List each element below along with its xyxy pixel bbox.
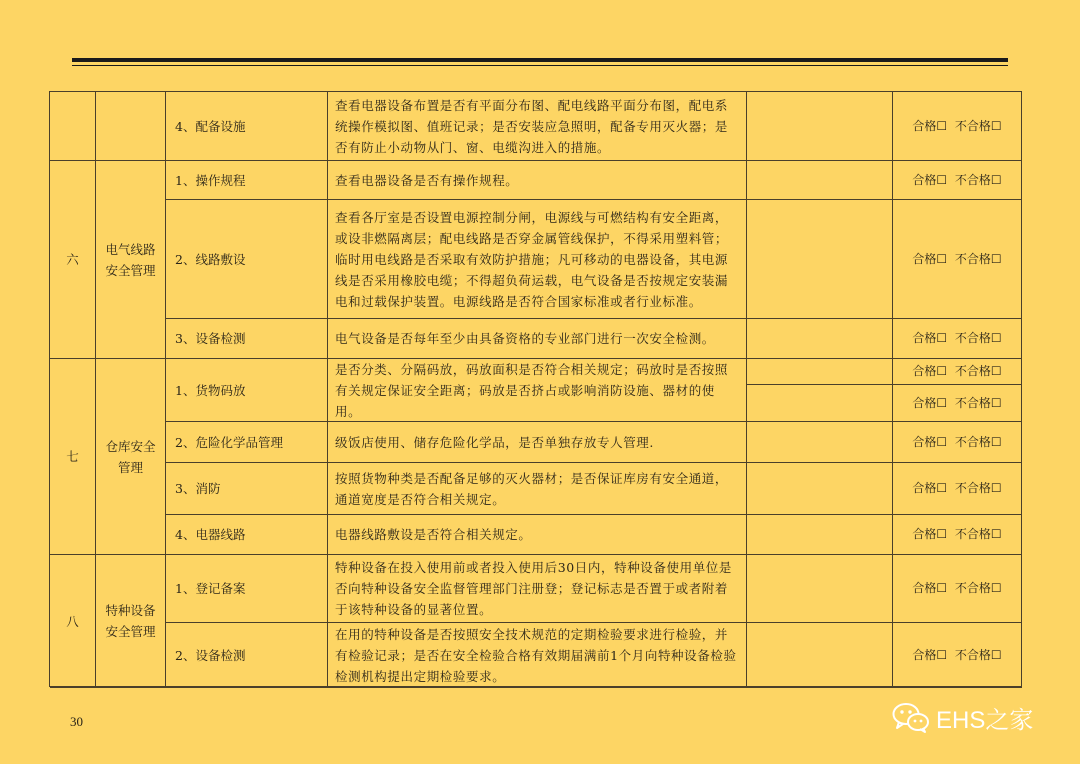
section-category: 电气线路安全管理 [96, 161, 166, 359]
result-options [893, 515, 1022, 555]
table-cell-item: 1、登记备案 [166, 555, 328, 623]
table-cell-category [96, 92, 166, 161]
table-cell-item: 4、配备设施 [166, 92, 328, 161]
fail-option[interactable] [955, 116, 1002, 137]
pass-label: 合格 [912, 331, 937, 345]
table-cell-blank [747, 515, 893, 555]
pass-option[interactable] [912, 524, 947, 545]
table-cell-item: 2、危险化学品管理 [166, 422, 328, 463]
result-options [893, 463, 1022, 515]
table-cell-blank [747, 359, 893, 385]
table-cell-content: 是否分类、分隔码放，码放面积是否符合相关规定；码放时是否按照有关规定保证安全距离；码放是否挤占或影响消防设施、器材的使用。 [328, 359, 747, 422]
result-options [893, 623, 1022, 688]
page-number: 30 [70, 714, 83, 729]
table-cell-content: 查看电器设备布置是否有平面分布图、配电线路平面分布图，配电系统操作模拟图、值班记录；是否安装应急照明，配备专用灭火器；是否有防止小动物从门、窗、电缆沟进入的措施。 [328, 92, 747, 161]
pass-option[interactable] [912, 116, 947, 137]
pass-option[interactable] [912, 249, 947, 270]
watermark-text: EHS之家 [936, 707, 1034, 734]
pass-label: 合格 [912, 172, 937, 187]
pass-option[interactable] [912, 645, 947, 666]
table-cell-item: 3、设备检测 [166, 319, 328, 359]
fail-label: 不合格 [954, 434, 991, 449]
table-cell-content: 查看电器设备是否有操作规程。 [328, 161, 747, 200]
pass-checkbox[interactable]: ☐ [936, 527, 948, 541]
pass-checkbox[interactable]: ☐ [936, 331, 948, 345]
pass-checkbox[interactable]: ☐ [936, 581, 948, 595]
table-cell-item: 2、线路敷设 [166, 200, 328, 319]
fail-label: 不合格 [954, 581, 991, 595]
table-cell-content: 电器线路敷设是否符合相关规定。 [328, 515, 747, 555]
result-options [893, 92, 1022, 161]
fail-option[interactable] [955, 361, 1002, 382]
pass-checkbox[interactable]: ☐ [936, 172, 948, 187]
table-cell-blank [747, 385, 893, 422]
fail-label: 不合格 [954, 364, 991, 378]
table-cell-content: 查看各厅室是否设置电源控制分闸，电源线与可燃结构有安全距离，或设非燃隔离层；配电线路是否穿金属管线保护，不得采用塑料管；临时用电线路是否采取有效防护措施；凡可移动的电器设备，其电源线是否采用橡胶电缆；不得超负荷运载，电气设备是否按规定安装漏电和过载保护装置。电源线路是否符合国家标准或者行业标准。 [328, 200, 747, 319]
pass-checkbox[interactable]: ☐ [936, 118, 948, 133]
section-category: 仓库安全管理 [96, 359, 166, 555]
fail-label: 不合格 [954, 331, 991, 345]
fail-option[interactable] [955, 524, 1002, 545]
fail-checkbox[interactable]: ☐ [990, 251, 1002, 266]
table-cell-item: 3、消防 [166, 463, 328, 515]
inspection-table [49, 91, 1022, 687]
fail-option[interactable] [955, 328, 1002, 349]
pass-option[interactable] [912, 328, 947, 349]
table-cell-item: 4、电器线路 [166, 515, 328, 555]
table-cell-content: 按照货物种类是否配备足够的灭火器材；是否保证库房有安全通道，通道宽度是否符合相关规定。 [328, 463, 747, 515]
fail-label: 不合格 [954, 395, 991, 410]
fail-checkbox[interactable]: ☐ [990, 395, 1002, 410]
fail-checkbox[interactable]: ☐ [990, 647, 1002, 662]
section-number: 六 [50, 161, 96, 359]
table-cell-item: 1、货物码放 [166, 359, 328, 422]
result-options [893, 359, 1022, 385]
table-cell-item: 2、设备检测 [166, 623, 328, 688]
table-cell-blank [747, 463, 893, 515]
section-number: 八 [50, 555, 96, 688]
pass-option[interactable] [912, 170, 947, 191]
fail-label: 不合格 [954, 172, 991, 187]
pass-option[interactable] [912, 578, 947, 599]
result-options [893, 319, 1022, 359]
header-rule-thin [72, 65, 1008, 66]
pass-checkbox[interactable]: ☐ [936, 647, 948, 662]
table-cell-blank [747, 161, 893, 200]
table-cell-blank [747, 92, 893, 161]
fail-checkbox[interactable]: ☐ [990, 331, 1002, 345]
fail-option[interactable] [955, 393, 1002, 414]
table-cell-num [50, 92, 96, 161]
fail-option[interactable] [955, 170, 1002, 191]
pass-label: 合格 [912, 395, 937, 410]
pass-checkbox[interactable]: ☐ [936, 364, 948, 378]
fail-label: 不合格 [954, 647, 991, 662]
result-options [893, 385, 1022, 422]
table-cell-content: 级饭店使用、储存危险化学品，是否单独存放专人管理. [328, 422, 747, 463]
pass-checkbox[interactable]: ☐ [936, 481, 948, 495]
pass-option[interactable] [912, 432, 947, 453]
fail-label: 不合格 [954, 251, 991, 266]
fail-checkbox[interactable]: ☐ [990, 434, 1002, 449]
result-options [893, 200, 1022, 319]
pass-label: 合格 [912, 251, 937, 266]
table-cell-blank [747, 555, 893, 623]
fail-label: 不合格 [954, 527, 991, 541]
pass-label: 合格 [912, 481, 937, 495]
fail-checkbox[interactable]: ☐ [990, 364, 1002, 378]
fail-label: 不合格 [954, 481, 991, 495]
pass-option[interactable] [912, 478, 947, 499]
table-cell-blank [747, 422, 893, 463]
watermark [892, 700, 1033, 735]
pass-label: 合格 [912, 581, 937, 595]
fail-option[interactable] [955, 249, 1002, 270]
section-number: 七 [50, 359, 96, 555]
table-cell-blank [747, 623, 893, 688]
table-cell-item: 1、操作规程 [166, 161, 328, 200]
fail-checkbox[interactable]: ☐ [990, 481, 1002, 495]
fail-option[interactable] [955, 478, 1002, 499]
result-options [893, 161, 1022, 200]
result-options [893, 555, 1022, 623]
pass-label: 合格 [912, 434, 937, 449]
result-options [893, 422, 1022, 463]
wechat-icon [892, 702, 930, 734]
table-cell-content: 电气设备是否每年至少由具备资格的专业部门进行一次安全检测。 [328, 319, 747, 359]
pass-label: 合格 [912, 364, 937, 378]
pass-label: 合格 [912, 647, 937, 662]
pass-option[interactable] [912, 361, 947, 382]
fail-checkbox[interactable]: ☐ [990, 172, 1002, 187]
fail-checkbox[interactable]: ☐ [990, 581, 1002, 595]
fail-option[interactable] [955, 645, 1002, 666]
pass-checkbox[interactable]: ☐ [936, 434, 948, 449]
table-cell-blank [747, 319, 893, 359]
pass-checkbox[interactable]: ☐ [936, 395, 948, 410]
pass-checkbox[interactable]: ☐ [936, 251, 948, 266]
fail-checkbox[interactable]: ☐ [990, 527, 1002, 541]
fail-option[interactable] [955, 432, 1002, 453]
fail-label: 不合格 [954, 118, 991, 133]
section-category: 特种设备安全管理 [96, 555, 166, 688]
table-cell-blank [747, 200, 893, 319]
fail-option[interactable] [955, 578, 1002, 599]
fail-checkbox[interactable]: ☐ [990, 118, 1002, 133]
pass-option[interactable] [912, 393, 947, 414]
table-cell-content: 特种设备在投入使用前或者投入使用后30日内，特种设备使用单位是否向特种设备安全监督管理部门注册登；登记标志是否置于或者附着于该特种设备的显著位置。 [328, 555, 747, 623]
pass-label: 合格 [912, 118, 937, 133]
header-rule-thick [72, 58, 1008, 62]
pass-label: 合格 [912, 527, 937, 541]
table-cell-content: 在用的特种设备是否按照安全技术规范的定期检验要求进行检验，并有检验记录；是否在安全检验合格有效期届满前1个月向特种设备检验检测机构提出定期检验要求。 [328, 623, 747, 688]
